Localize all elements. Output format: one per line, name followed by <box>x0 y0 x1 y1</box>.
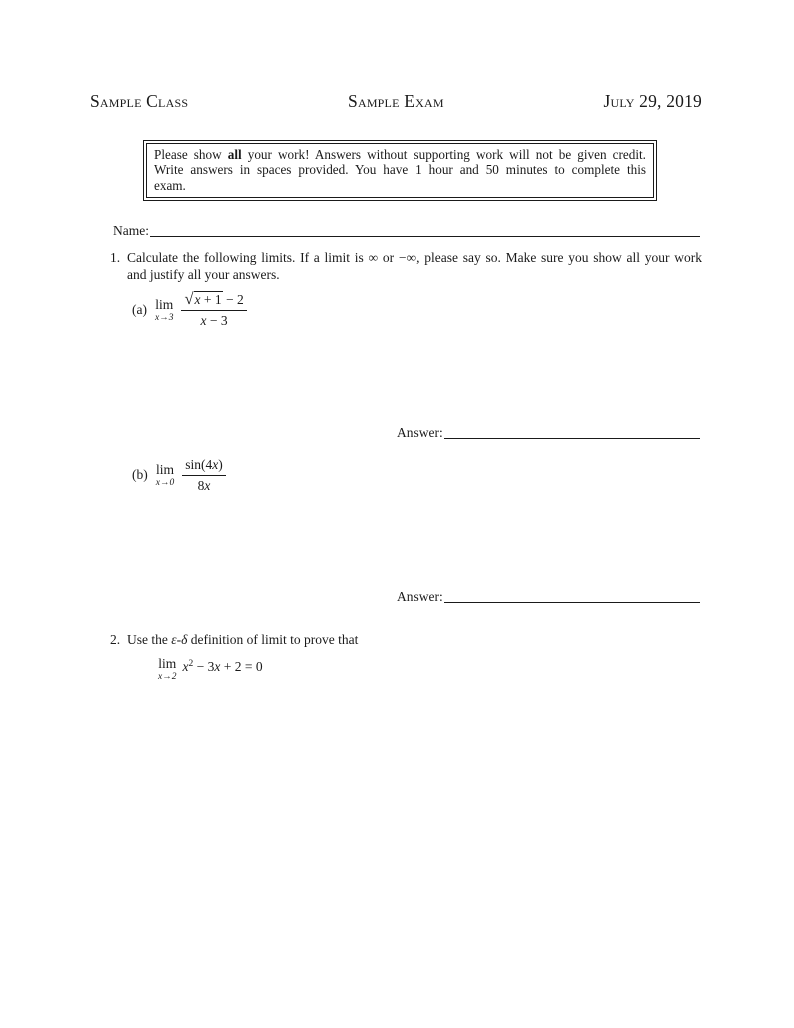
part-b <box>132 456 226 493</box>
fraction-a <box>181 291 246 329</box>
radicand-variable: x <box>194 292 201 307</box>
numerator-b-variable: x <box>212 456 219 472</box>
name-underline <box>150 223 700 237</box>
exam-title: Sample Exam <box>348 91 444 111</box>
question-2-text-pre: Use the <box>127 632 172 647</box>
instructions-line-1 <box>154 147 646 162</box>
answer-b-underline <box>444 589 700 603</box>
limit-operator-q2 <box>158 657 176 682</box>
part-b-label: (b) <box>132 467 148 482</box>
name-label: Name: <box>113 223 149 238</box>
lim-text-a: lim <box>155 296 174 312</box>
limit-operator-a <box>155 298 173 323</box>
q2-end-terms: + 2 = 0 <box>220 659 263 674</box>
question-1-line-1: Calculate the following limits. If a limit is ∞ or −∞, please say so. Make sure you show all your work <box>127 250 702 265</box>
lim-text-q2: lim <box>158 656 177 671</box>
question-2-text <box>127 632 702 649</box>
q2-variable-2: x <box>214 659 221 674</box>
answer-a-label: Answer: <box>397 425 443 440</box>
q2-expression <box>182 657 262 674</box>
answer-b-row <box>397 589 700 605</box>
denominator-a-rest: − 3 <box>206 313 228 328</box>
question-1-number: 1. <box>110 250 121 265</box>
exam-date: July 29, 2019 <box>603 91 702 111</box>
instructions-line-2: Write answers in spaces provided. You have 1 hour and 50 minutes to complete this <box>154 162 646 178</box>
radical-sign-icon: √ <box>184 289 194 308</box>
question-1-text <box>127 250 702 283</box>
question-2 <box>110 632 702 649</box>
question-2-number: 2. <box>110 632 121 647</box>
question-1 <box>110 250 702 283</box>
epsilon-symbol: ε <box>171 632 177 647</box>
instructions-box <box>143 140 657 201</box>
fraction-b <box>182 457 226 494</box>
lim-subscript-b: x→0 <box>155 477 175 488</box>
question-2-equation <box>158 657 263 682</box>
part-a-label: (a) <box>132 302 147 317</box>
fraction-a-denominator <box>181 310 246 329</box>
q2-variable-1: x <box>182 659 189 674</box>
denominator-b-variable: x <box>204 477 211 493</box>
lim-subscript-q2: x→2 <box>158 672 177 682</box>
part-a <box>132 291 247 329</box>
radical-a <box>184 289 222 308</box>
numerator-a-rest: − 2 <box>222 292 244 307</box>
instructions-inner-box <box>146 143 654 198</box>
instructions-line-3: exam. <box>154 177 186 193</box>
radicand-a <box>194 291 223 307</box>
denominator-b-coefficient: 8 <box>197 477 205 493</box>
hyphen: - <box>176 632 182 647</box>
numerator-b-function: sin(4 <box>185 456 213 472</box>
q2-middle-terms: − 3 <box>193 659 215 674</box>
radicand-rest: + 1 <box>200 292 222 307</box>
instructions-text: your work! Answers without supporting work will not be given credit. <box>241 147 646 162</box>
limit-operator-b <box>156 463 174 488</box>
name-row <box>113 223 700 239</box>
delta-symbol: δ <box>181 632 188 647</box>
course-title: Sample Class <box>90 91 189 111</box>
numerator-b-paren: ) <box>218 456 223 472</box>
question-2-text-post: definition of limit to prove that <box>187 632 359 647</box>
fraction-a-numerator <box>181 291 246 310</box>
fraction-b-denominator <box>182 475 226 494</box>
q2-exponent: 2 <box>188 659 194 669</box>
page-header <box>90 91 702 112</box>
instructions-text: Please show <box>154 147 228 162</box>
denominator-a-variable: x <box>200 313 207 328</box>
fraction-b-numerator <box>182 457 226 475</box>
answer-b-label: Answer: <box>397 589 443 604</box>
answer-a-row <box>397 425 700 441</box>
emphasis-all: all <box>227 147 242 162</box>
answer-a-underline <box>444 425 700 439</box>
lim-text-b: lim <box>155 461 174 477</box>
lim-subscript-a: x→3 <box>154 312 174 323</box>
question-1-line-2: and justify all your answers. <box>127 266 280 282</box>
